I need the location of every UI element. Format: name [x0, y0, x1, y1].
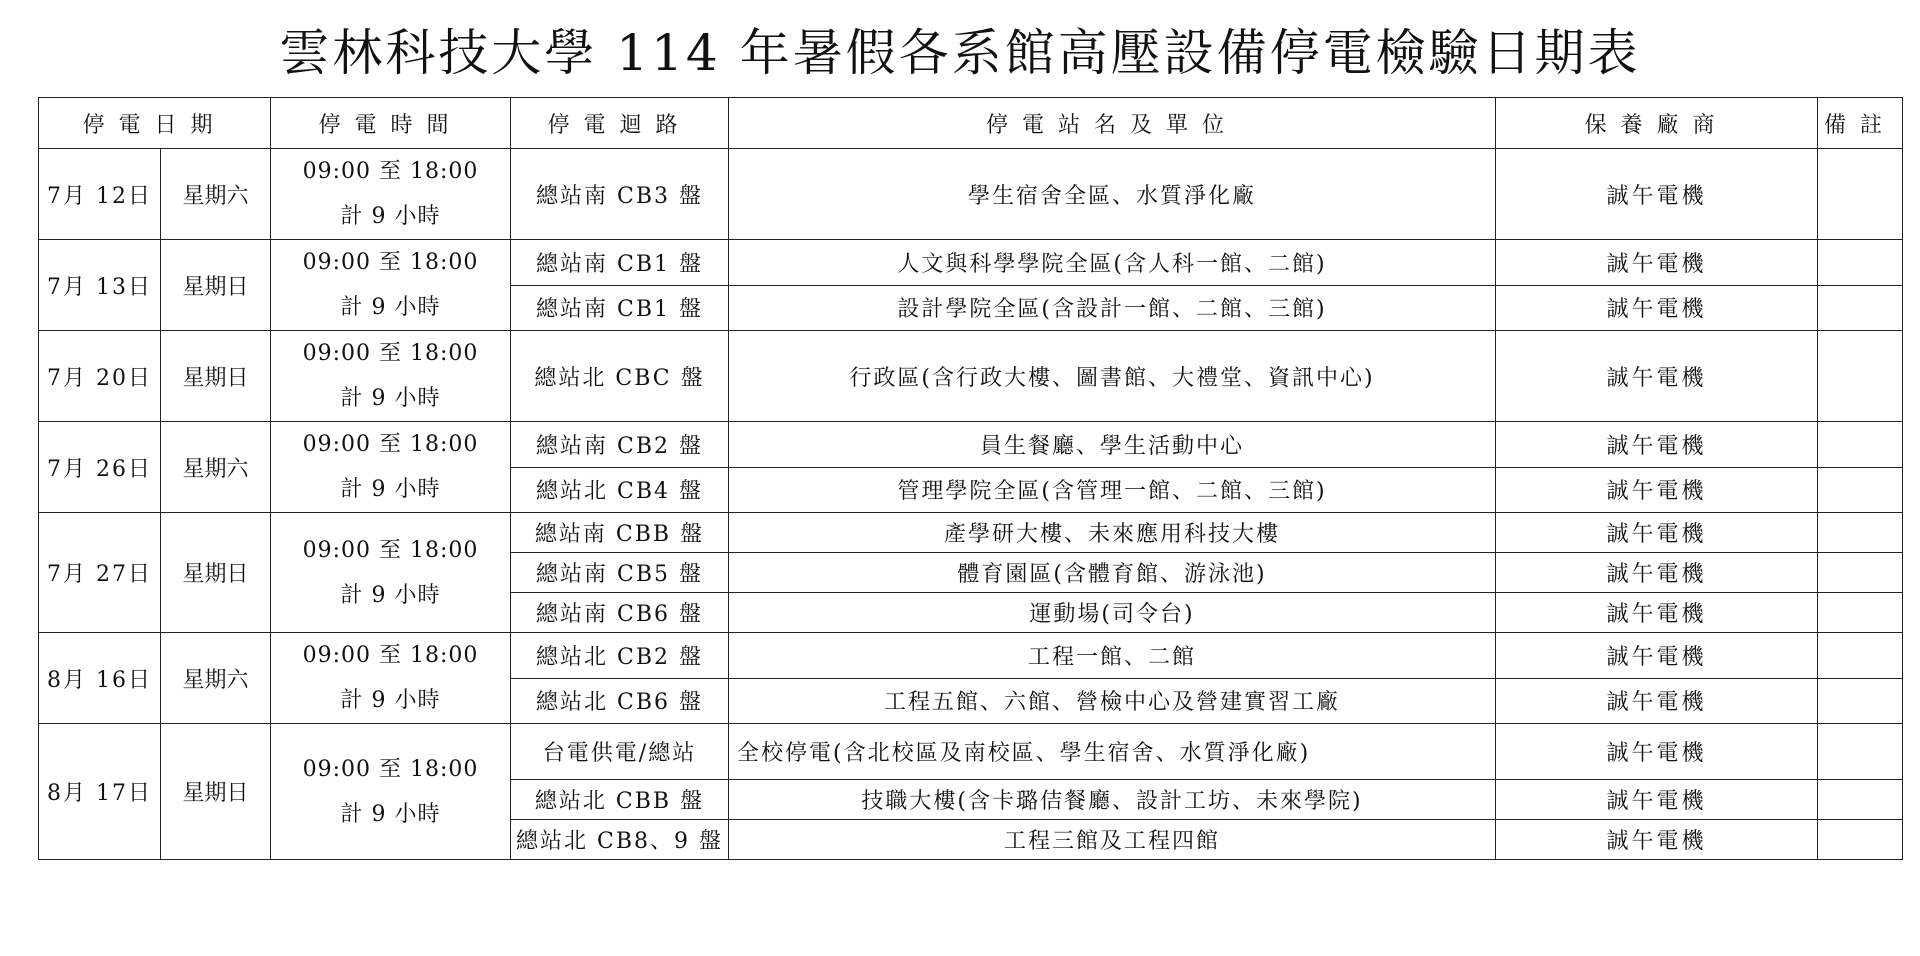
- header-outage-time: 停電時間: [271, 98, 511, 149]
- vendor-cell: 誠午電機: [1496, 331, 1818, 422]
- outage-time-cell: [271, 149, 511, 240]
- remarks-cell: [1818, 820, 1903, 860]
- vendor-cell: 誠午電機: [1496, 724, 1818, 780]
- station-unit-cell: 員生餐廳、學生活動中心: [729, 422, 1496, 468]
- table-row: [39, 240, 1903, 286]
- time-range: 09:00 至 18:00: [302, 159, 479, 184]
- outage-date-cell: 8月 17日: [39, 724, 161, 860]
- station-unit-cell: 工程五館、六館、營檢中心及營建實習工廠: [729, 678, 1496, 724]
- table-row: [39, 513, 1903, 553]
- outage-time-cell: [271, 422, 511, 513]
- vendor-cell: 誠午電機: [1496, 513, 1818, 553]
- time-duration: 計 9 小時: [340, 801, 441, 827]
- weekday-cell: 星期日: [161, 240, 271, 331]
- outage-date-cell: 7月 20日: [39, 331, 161, 422]
- outage-schedule-table: [38, 97, 1903, 860]
- remarks-cell: [1818, 593, 1903, 633]
- time-duration: 計 9 小時: [340, 204, 441, 229]
- time-duration: 計 9 小時: [340, 688, 441, 713]
- outage-time-cell: [271, 724, 511, 860]
- outage-time-cell: [271, 240, 511, 331]
- vendor-cell: 誠午電機: [1496, 553, 1818, 593]
- circuit-cell: 總站南 CB1 盤: [511, 285, 729, 331]
- weekday-cell: 星期六: [161, 422, 271, 513]
- remarks-cell: [1818, 285, 1903, 331]
- header-row: [39, 98, 1903, 149]
- time-duration: 計 9 小時: [340, 477, 441, 502]
- circuit-cell: 總站北 CB6 盤: [511, 678, 729, 724]
- circuit-cell: 總站南 CBB 盤: [511, 513, 729, 553]
- remarks-cell: [1818, 724, 1903, 780]
- weekday-cell: 星期日: [161, 331, 271, 422]
- remarks-cell: [1818, 240, 1903, 286]
- time-range: 09:00 至 18:00: [302, 432, 479, 457]
- station-unit-cell: 人文與科學學院全區(含人科一館、二館): [729, 240, 1496, 286]
- time-range: 09:00 至 18:00: [302, 341, 479, 366]
- vendor-cell: 誠午電機: [1496, 820, 1818, 860]
- circuit-cell: 總站南 CB2 盤: [511, 422, 729, 468]
- circuit-cell: 總站南 CB6 盤: [511, 593, 729, 633]
- circuit-cell: 總站南 CB3 盤: [511, 149, 729, 240]
- station-unit-cell: 設計學院全區(含設計一館、二館、三館): [729, 285, 1496, 331]
- vendor-cell: 誠午電機: [1496, 149, 1818, 240]
- time-duration: 計 9 小時: [340, 386, 441, 411]
- circuit-cell: 台電供電/總站: [511, 724, 729, 780]
- outage-time-cell: [271, 331, 511, 422]
- outage-date-cell: 7月 13日: [39, 240, 161, 331]
- station-unit-cell: 工程一館、二館: [729, 633, 1496, 679]
- table-row: [39, 633, 1903, 679]
- station-unit-cell: 全校停電(含北校區及南校區、學生宿舍、水質淨化廠): [729, 724, 1496, 780]
- vendor-cell: 誠午電機: [1496, 240, 1818, 286]
- circuit-cell: 總站南 CB1 盤: [511, 240, 729, 286]
- remarks-cell: [1818, 149, 1903, 240]
- outage-date-cell: 7月 26日: [39, 422, 161, 513]
- vendor-cell: 誠午電機: [1496, 593, 1818, 633]
- station-unit-cell: 學生宿舍全區、水質淨化廠: [729, 149, 1496, 240]
- remarks-cell: [1818, 553, 1903, 593]
- outage-date-cell: 8月 16日: [39, 633, 161, 724]
- vendor-cell: 誠午電機: [1496, 285, 1818, 331]
- circuit-cell: 總站北 CBC 盤: [511, 331, 729, 422]
- circuit-cell: 總站北 CB4 盤: [511, 467, 729, 513]
- table-row: [39, 724, 1903, 780]
- vendor-cell: 誠午電機: [1496, 633, 1818, 679]
- header-outage-date: 停電日期: [39, 98, 271, 149]
- header-maintenance-vendor: 保養廠商: [1496, 98, 1818, 149]
- outage-date-cell: 7月 27日: [39, 513, 161, 633]
- header-outage-circuit: 停電迴路: [511, 98, 729, 149]
- station-unit-cell: 體育園區(含體育館、游泳池): [729, 553, 1496, 593]
- header-station-and-unit: 停電站名及單位: [729, 98, 1496, 149]
- remarks-cell: [1818, 513, 1903, 553]
- outage-time-cell: [271, 633, 511, 724]
- vendor-cell: 誠午電機: [1496, 780, 1818, 820]
- station-unit-cell: 技職大樓(含卡璐佶餐廳、設計工坊、未來學院): [729, 780, 1496, 820]
- remarks-cell: [1818, 780, 1903, 820]
- station-unit-cell: 工程三館及工程四館: [729, 820, 1496, 860]
- remarks-cell: [1818, 633, 1903, 679]
- remarks-cell: [1818, 467, 1903, 513]
- station-unit-cell: 產學研大樓、未來應用科技大樓: [729, 513, 1496, 553]
- table-row: [39, 149, 1903, 240]
- time-duration: 計 9 小時: [340, 582, 441, 608]
- weekday-cell: 星期日: [161, 513, 271, 633]
- remarks-cell: [1818, 331, 1903, 422]
- table-row: [39, 422, 1903, 468]
- circuit-cell: 總站北 CBB 盤: [511, 780, 729, 820]
- schedule-body: [39, 149, 1903, 860]
- header-remarks: 備註: [1818, 98, 1903, 149]
- time-duration: 計 9 小時: [340, 295, 441, 320]
- station-unit-cell: 運動場(司令台): [729, 593, 1496, 633]
- circuit-cell: 總站北 CB2 盤: [511, 633, 729, 679]
- circuit-cell: 總站南 CB5 盤: [511, 553, 729, 593]
- weekday-cell: 星期六: [161, 149, 271, 240]
- time-range: 09:00 至 18:00: [302, 537, 479, 563]
- page-title: 雲林科技大學 114 年暑假各系館高壓設備停電檢驗日期表: [279, 24, 1641, 82]
- time-range: 09:00 至 18:00: [302, 643, 479, 668]
- station-unit-cell: 管理學院全區(含管理一館、二館、三館): [729, 467, 1496, 513]
- remarks-cell: [1818, 678, 1903, 724]
- vendor-cell: 誠午電機: [1496, 467, 1818, 513]
- table-row: [39, 331, 1903, 422]
- station-unit-cell: 行政區(含行政大樓、圖書館、大禮堂、資訊中心): [729, 331, 1496, 422]
- time-range: 09:00 至 18:00: [302, 756, 479, 782]
- weekday-cell: 星期日: [161, 724, 271, 860]
- remarks-cell: [1818, 422, 1903, 468]
- outage-time-cell: [271, 513, 511, 633]
- outage-date-cell: 7月 12日: [39, 149, 161, 240]
- weekday-cell: 星期六: [161, 633, 271, 724]
- vendor-cell: 誠午電機: [1496, 422, 1818, 468]
- circuit-cell: 總站北 CB8、9 盤: [511, 820, 729, 860]
- time-range: 09:00 至 18:00: [302, 250, 479, 275]
- vendor-cell: 誠午電機: [1496, 678, 1818, 724]
